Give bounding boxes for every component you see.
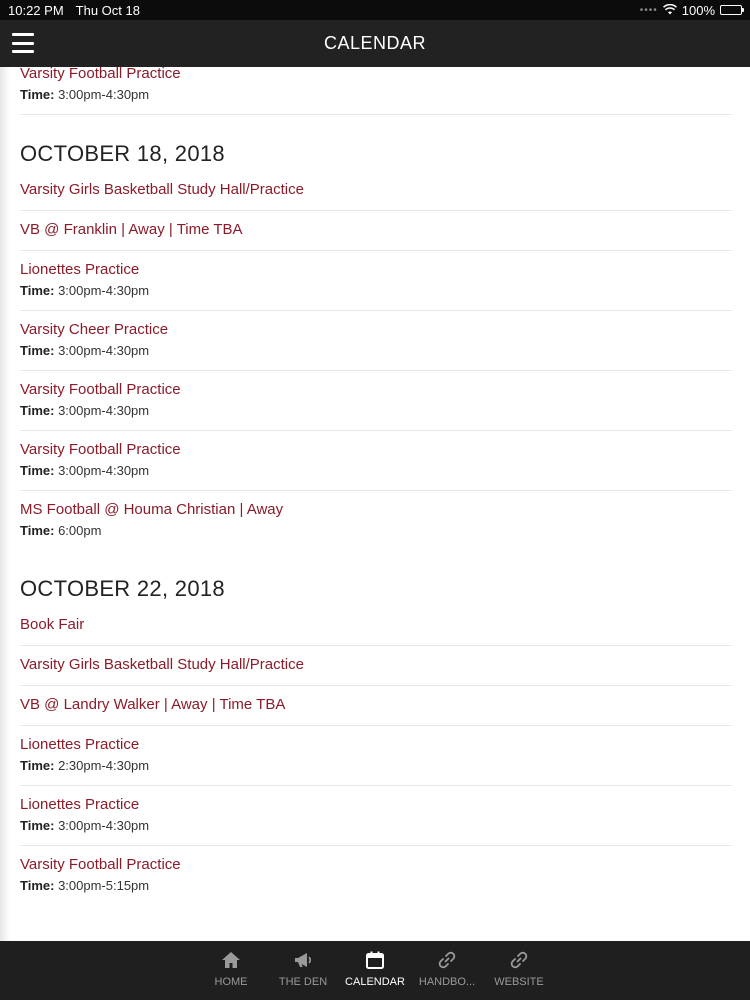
event-title[interactable]: MS Football @ Houma Christian | Away bbox=[20, 501, 284, 518]
event-item[interactable] bbox=[20, 686, 732, 726]
event-item[interactable] bbox=[20, 646, 732, 686]
tab-the-den[interactable] bbox=[267, 941, 339, 1000]
date-header: OCTOBER 22, 2018 bbox=[20, 576, 225, 601]
scroll-edge-shadow bbox=[0, 67, 10, 941]
date-header: OCTOBER 18, 2018 bbox=[20, 141, 225, 166]
home-icon bbox=[221, 950, 241, 976]
event-item[interactable] bbox=[20, 251, 732, 311]
event-item[interactable] bbox=[20, 171, 732, 211]
event-time: Time: 3:00pm-4:30pm bbox=[20, 463, 150, 478]
calendar-list[interactable] bbox=[0, 67, 750, 941]
megaphone-icon bbox=[293, 950, 313, 976]
battery-percent: 100% bbox=[681, 2, 715, 18]
event-title[interactable]: VB @ Landry Walker | Away | Time TBA bbox=[20, 696, 286, 713]
event-title[interactable]: VB @ Franklin | Away | Time TBA bbox=[20, 221, 243, 238]
hamburger-menu-icon[interactable] bbox=[12, 33, 34, 53]
event-title[interactable]: Varsity Football Practice bbox=[20, 67, 181, 82]
event-title[interactable]: Book Fair bbox=[20, 616, 85, 633]
tab-home[interactable] bbox=[195, 941, 267, 1000]
event-time: Time: 3:00pm-4:30pm bbox=[20, 818, 150, 833]
event-title[interactable]: Varsity Football Practice bbox=[20, 381, 181, 398]
event-item[interactable] bbox=[20, 431, 732, 491]
wifi-icon bbox=[663, 3, 677, 18]
event-title[interactable]: Varsity Girls Basketball Study Hall/Practice bbox=[20, 181, 304, 198]
event-item[interactable] bbox=[20, 371, 732, 431]
event-time: Time: 6:00pm bbox=[20, 523, 102, 538]
tab-label: THE DEN bbox=[278, 976, 328, 988]
link-icon bbox=[437, 950, 457, 976]
battery-icon bbox=[720, 5, 742, 15]
event-time: Time: 3:00pm-5:15pm bbox=[20, 878, 150, 893]
status-date: Thu Oct 18 bbox=[75, 2, 140, 18]
event-item[interactable] bbox=[20, 491, 732, 550]
signal-dots-icon: •••• bbox=[639, 4, 658, 16]
event-item[interactable] bbox=[20, 311, 732, 371]
tab-handbo[interactable] bbox=[411, 941, 483, 1000]
event-time: Time: 3:00pm-4:30pm bbox=[20, 283, 150, 298]
tab-calendar[interactable] bbox=[339, 941, 411, 1000]
tab-label: HOME bbox=[214, 976, 248, 988]
tab-label: WEBSITE bbox=[494, 976, 544, 988]
event-title[interactable]: Lionettes Practice bbox=[20, 796, 140, 813]
nav-bar bbox=[0, 20, 750, 67]
event-item[interactable] bbox=[20, 606, 732, 646]
event-item[interactable] bbox=[20, 67, 732, 115]
event-item[interactable] bbox=[20, 846, 732, 905]
event-title[interactable]: Varsity Football Practice bbox=[20, 856, 181, 873]
event-item[interactable] bbox=[20, 786, 732, 846]
tab-bar bbox=[0, 941, 750, 1000]
event-title[interactable]: Varsity Cheer Practice bbox=[20, 321, 169, 338]
tab-label: HANDBO... bbox=[418, 976, 476, 988]
tab-website[interactable] bbox=[483, 941, 555, 1000]
status-time: 10:22 PM bbox=[8, 2, 64, 18]
page-title: CALENDAR bbox=[323, 33, 427, 53]
tab-label: CALENDAR bbox=[345, 976, 405, 988]
calendar-icon bbox=[365, 950, 385, 976]
link-icon bbox=[509, 950, 529, 976]
event-time: Time: 3:00pm-4:30pm bbox=[20, 403, 150, 418]
event-item[interactable] bbox=[20, 211, 732, 251]
event-title[interactable]: Lionettes Practice bbox=[20, 736, 140, 753]
event-time: Time: 2:30pm-4:30pm bbox=[20, 758, 150, 773]
event-item[interactable] bbox=[20, 726, 732, 786]
event-title[interactable]: Lionettes Practice bbox=[20, 261, 140, 278]
event-time: Time: 3:00pm-4:30pm bbox=[20, 87, 150, 102]
event-time: Time: 3:00pm-4:30pm bbox=[20, 343, 150, 358]
event-title[interactable]: Varsity Football Practice bbox=[20, 441, 181, 458]
status-bar bbox=[0, 0, 750, 20]
event-title[interactable]: Varsity Girls Basketball Study Hall/Practice bbox=[20, 656, 304, 673]
